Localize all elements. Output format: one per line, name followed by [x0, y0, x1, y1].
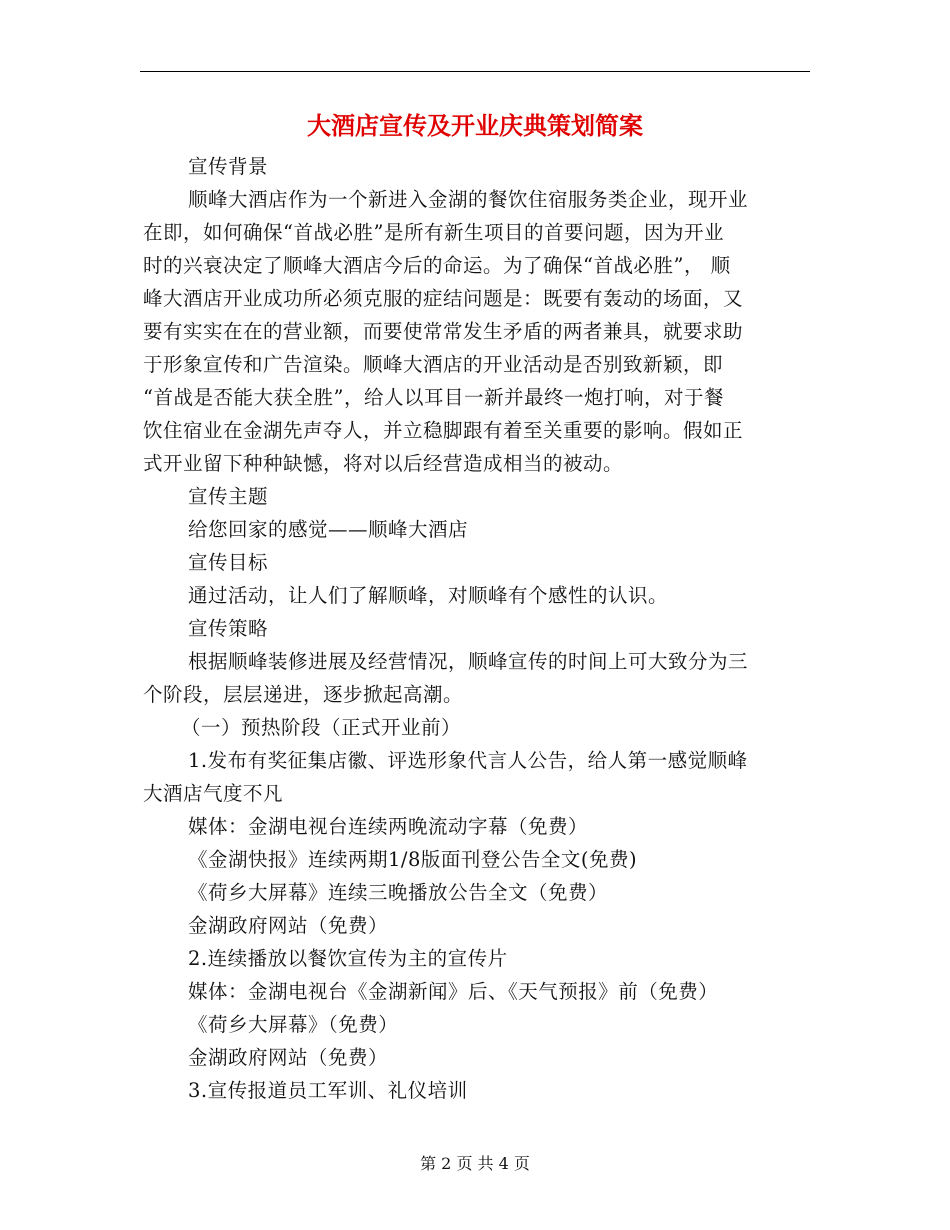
paragraph-line: 在即，如何确保“首战必胜”是所有新生项目的首要问题，因为开业 — [143, 221, 724, 244]
media-line: 金湖政府网站（免费） — [188, 1046, 389, 1069]
paragraph-line: 通过活动，让人们了解顺峰，对顺峰有个感性的认识。 — [188, 584, 669, 607]
section-heading-background: 宣传背景 — [188, 155, 269, 178]
paragraph-line: 式开业留下种种缺憾，将对以后经营造成相当的被动。 — [143, 452, 624, 475]
document-title: 大酒店宣传及开业庆典策划简案 — [307, 112, 643, 140]
paragraph-line: 要有实实在在的营业额，而要使常常发生矛盾的两者兼具，就要求助 — [143, 320, 744, 343]
section-heading-theme: 宣传主题 — [188, 485, 269, 508]
phase-heading: （一）预热阶段（正式开业前） — [181, 716, 462, 739]
paragraph-line: 峰大酒店开业成功所必须克服的症结问题是：既要有轰动的场面，又 — [143, 287, 744, 310]
media-line: 《荷乡大屏幕》（免费） — [188, 1013, 399, 1036]
paragraph-line: “首战是否能大获全胜”，给人以耳目一新并最终一炮打响，对于餐 — [143, 386, 724, 409]
paragraph-line: 给您回家的感觉——顺峰大酒店 — [188, 518, 469, 541]
media-line: 媒体：金湖电视台《金湖新闻》后、《天气预报》前（免费） — [188, 980, 719, 1003]
page-footer: 第 2 页 共 4 页 — [420, 1154, 530, 1173]
list-item: 2.连续播放以餐饮宣传为主的宣传片 — [188, 947, 508, 970]
list-item: 3.宣传报道员工军训、礼仪培训 — [188, 1079, 468, 1102]
section-heading-strategy: 宣传策略 — [188, 617, 269, 640]
media-line: 金湖政府网站（免费） — [188, 914, 389, 937]
media-line: 《金湖快报》连续两期1/8版面刊登公告全文(免费) — [188, 848, 638, 871]
list-item: 1.发布有奖征集店徽、评选形象代言人公告，给人第一感觉顺峰 — [188, 749, 748, 772]
paragraph-line: 饮住宿业在金湖先声夺人，并立稳脚跟有着至关重要的影响。假如正 — [143, 419, 744, 442]
paragraph-line: 大酒店气度不凡 — [143, 782, 284, 805]
media-line: 《荷乡大屏幕》连续三晚播放公告全文（免费） — [188, 881, 609, 904]
section-heading-goal: 宣传目标 — [188, 551, 269, 574]
paragraph-line: 个阶段，层层递进，逐步掀起高潮。 — [143, 683, 464, 706]
paragraph-line: 于形象宣传和广告渲染。顺峰大酒店的开业活动是否别致新颖，即 — [143, 353, 724, 376]
paragraph-line: 顺峰大酒店作为一个新进入金湖的餐饮住宿服务类企业，现开业 — [188, 188, 749, 211]
header-rule — [140, 71, 810, 72]
paragraph-line: 时的兴衰决定了顺峰大酒店今后的命运。为了确保“首战必胜”， 顺 — [143, 254, 731, 277]
paragraph-line: 根据顺峰装修进展及经营情况，顺峰宣传的时间上可大致分为三 — [188, 650, 749, 673]
document-body — [143, 150, 803, 1107]
media-line: 媒体：金湖电视台连续两晚流动字幕（免费） — [188, 815, 589, 838]
